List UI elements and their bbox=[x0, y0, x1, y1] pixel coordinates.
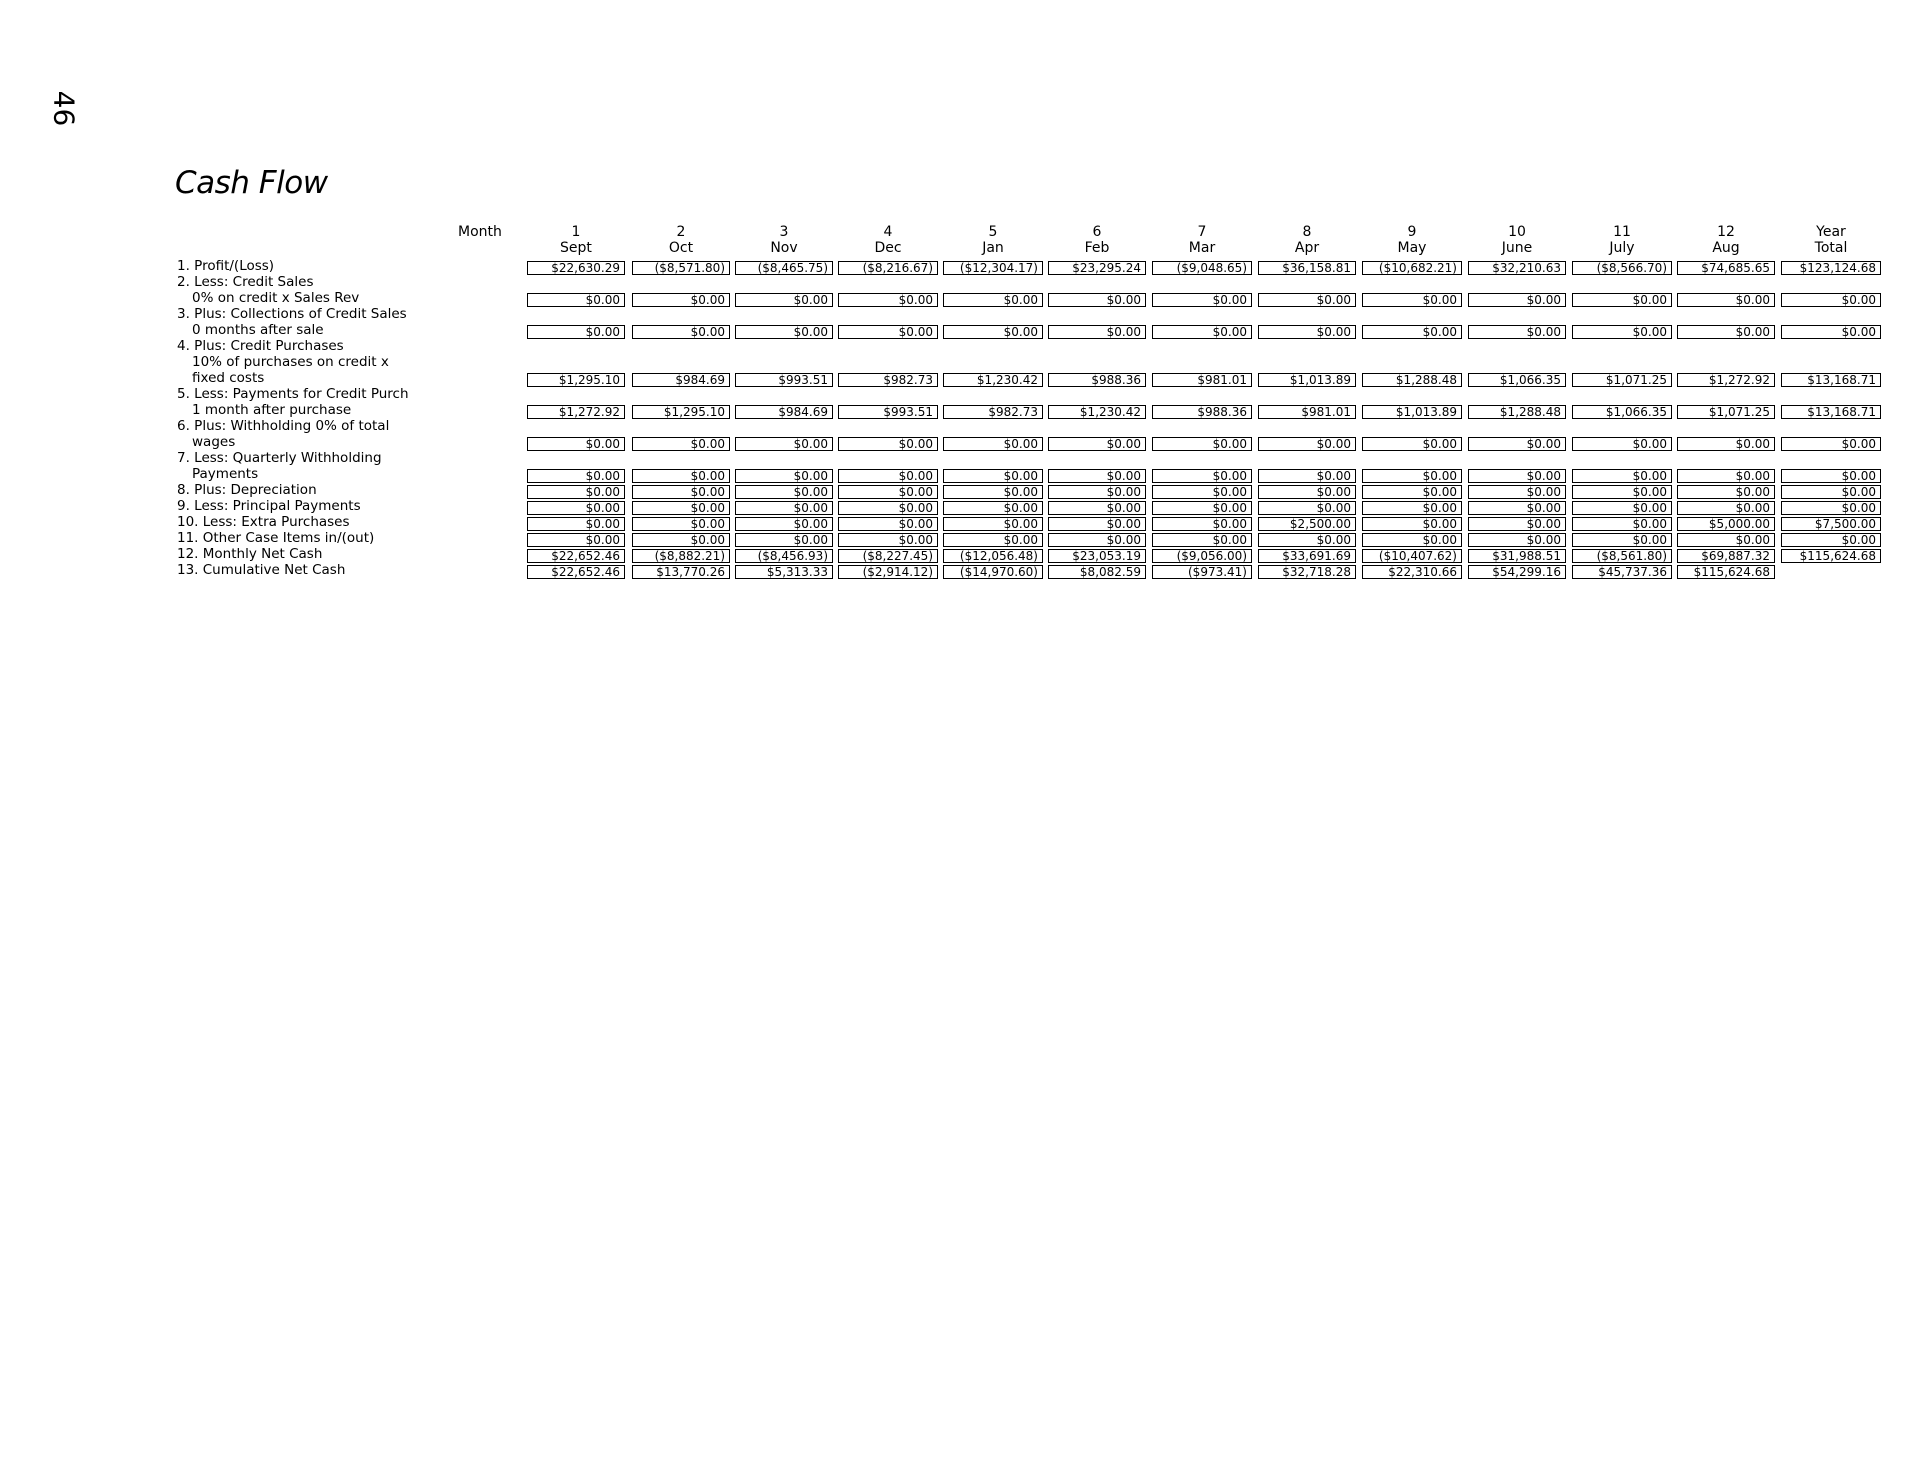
column-header bbox=[1362, 224, 1462, 256]
column-month: Sept bbox=[560, 240, 592, 256]
table-cell: $1,288.48 bbox=[1468, 405, 1566, 419]
table-cell: $993.51 bbox=[735, 373, 833, 387]
row-label: 6. Plus: Withholding 0% of total bbox=[177, 418, 390, 434]
column-number: 7 bbox=[1197, 224, 1207, 240]
table-cell: $0.00 bbox=[943, 501, 1043, 515]
column-header bbox=[1676, 224, 1776, 256]
table-cell: $115,624.68 bbox=[1677, 565, 1775, 579]
table-cell: $5,313.33 bbox=[735, 565, 833, 579]
table-cell: $0.00 bbox=[1677, 437, 1775, 451]
table-cell: $0.00 bbox=[838, 325, 938, 339]
column-header bbox=[1467, 224, 1567, 256]
table-cell: $0.00 bbox=[1468, 437, 1566, 451]
table-cell: $0.00 bbox=[1048, 485, 1146, 499]
table-cell: $1,230.42 bbox=[1048, 405, 1146, 419]
table-cell: $1,230.42 bbox=[943, 373, 1043, 387]
row-label: 10. Less: Extra Purchases bbox=[177, 514, 350, 530]
table-cell: $0.00 bbox=[1781, 501, 1881, 515]
table-cell: $0.00 bbox=[527, 501, 625, 515]
table-cell: $0.00 bbox=[1362, 437, 1462, 451]
table-cell: $74,685.65 bbox=[1677, 261, 1775, 275]
table-cell: $1,071.25 bbox=[1677, 405, 1775, 419]
table-cell: $1,272.92 bbox=[527, 405, 625, 419]
table-cell: $0.00 bbox=[1572, 485, 1672, 499]
table-cell: $0.00 bbox=[1362, 517, 1462, 531]
table-cell: $0.00 bbox=[838, 517, 938, 531]
column-month: Mar bbox=[1188, 240, 1216, 256]
table-cell: $0.00 bbox=[527, 325, 625, 339]
table-cell: $23,295.24 bbox=[1048, 261, 1146, 275]
table-cell: $0.00 bbox=[735, 437, 833, 451]
table-cell: $0.00 bbox=[1572, 469, 1672, 483]
row-label: 9. Less: Principal Payments bbox=[177, 498, 361, 514]
row-label: 13. Cumulative Net Cash bbox=[177, 562, 346, 578]
table-cell: $0.00 bbox=[735, 293, 833, 307]
table-cell: $981.01 bbox=[1152, 373, 1252, 387]
table-cell: $0.00 bbox=[1572, 517, 1672, 531]
table-cell: $22,630.29 bbox=[527, 261, 625, 275]
table-cell: $0.00 bbox=[1362, 293, 1462, 307]
column-month: Total bbox=[1814, 240, 1848, 256]
table-cell: $0.00 bbox=[1362, 469, 1462, 483]
table-cell: $22,652.46 bbox=[527, 549, 625, 563]
table-cell: $0.00 bbox=[1781, 437, 1881, 451]
table-cell: $0.00 bbox=[1048, 437, 1146, 451]
row-label: 1 month after purchase bbox=[192, 402, 352, 418]
column-month: Jan bbox=[982, 240, 1004, 256]
table-cell: $1,295.10 bbox=[527, 373, 625, 387]
table-cell: $0.00 bbox=[1572, 325, 1672, 339]
table-cell: $981.01 bbox=[1258, 405, 1356, 419]
table-cell: $22,652.46 bbox=[527, 565, 625, 579]
table-cell: $0.00 bbox=[527, 437, 625, 451]
table-cell: $1,066.35 bbox=[1468, 373, 1566, 387]
table-cell: $0.00 bbox=[632, 517, 730, 531]
table-cell: $984.69 bbox=[735, 405, 833, 419]
column-number: 10 bbox=[1508, 224, 1526, 240]
table-cell: $0.00 bbox=[735, 325, 833, 339]
table-cell: $0.00 bbox=[1048, 293, 1146, 307]
table-cell: $0.00 bbox=[1258, 293, 1356, 307]
row-label: 11. Other Case Items in/(out) bbox=[177, 530, 375, 546]
table-cell: ($8,561.80) bbox=[1572, 549, 1672, 563]
table-cell: $0.00 bbox=[1258, 325, 1356, 339]
table-cell: $0.00 bbox=[1152, 501, 1252, 515]
table-cell: $5,000.00 bbox=[1677, 517, 1775, 531]
table-cell: ($8,882.21) bbox=[632, 549, 730, 563]
table-cell: $1,013.89 bbox=[1362, 405, 1462, 419]
table-cell: $0.00 bbox=[632, 533, 730, 547]
table-cell: $0.00 bbox=[1258, 469, 1356, 483]
table-cell: $13,770.26 bbox=[632, 565, 730, 579]
table-cell: $0.00 bbox=[632, 293, 730, 307]
table-cell: $23,053.19 bbox=[1048, 549, 1146, 563]
column-month: July bbox=[1609, 240, 1635, 256]
table-cell: $0.00 bbox=[1258, 533, 1356, 547]
table-cell: $0.00 bbox=[1048, 469, 1146, 483]
table-cell: $0.00 bbox=[527, 485, 625, 499]
table-cell: $0.00 bbox=[1362, 501, 1462, 515]
column-month: Oct bbox=[668, 240, 694, 256]
table-cell: $1,288.48 bbox=[1362, 373, 1462, 387]
table-cell: $7,500.00 bbox=[1781, 517, 1881, 531]
table-cell: $0.00 bbox=[632, 325, 730, 339]
table-cell: $0.00 bbox=[1152, 533, 1252, 547]
table-cell: $0.00 bbox=[1468, 325, 1566, 339]
table-cell: $988.36 bbox=[1152, 405, 1252, 419]
table-cell: $8,082.59 bbox=[1048, 565, 1146, 579]
column-month: Dec bbox=[874, 240, 902, 256]
table-cell: ($8,216.67) bbox=[838, 261, 938, 275]
table-cell: $0.00 bbox=[1572, 437, 1672, 451]
table-cell: $0.00 bbox=[735, 469, 833, 483]
table-cell: $32,718.28 bbox=[1258, 565, 1356, 579]
column-number: 8 bbox=[1302, 224, 1312, 240]
table-cell: $0.00 bbox=[1152, 469, 1252, 483]
column-header bbox=[1152, 224, 1252, 256]
table-cell: $69,887.32 bbox=[1677, 549, 1775, 563]
table-cell: $0.00 bbox=[1152, 485, 1252, 499]
row-label: 8. Plus: Depreciation bbox=[177, 482, 317, 498]
table-cell: $0.00 bbox=[1677, 293, 1775, 307]
column-month: Feb bbox=[1084, 240, 1110, 256]
table-cell: $0.00 bbox=[1781, 533, 1881, 547]
column-number: 9 bbox=[1407, 224, 1417, 240]
column-number: 11 bbox=[1613, 224, 1631, 240]
table-cell: $1,066.35 bbox=[1572, 405, 1672, 419]
row-label: 3. Plus: Collections of Credit Sales bbox=[177, 306, 407, 322]
table-cell: $0.00 bbox=[943, 469, 1043, 483]
table-cell: $45,737.36 bbox=[1572, 565, 1672, 579]
column-header bbox=[1047, 224, 1147, 256]
table-cell: $0.00 bbox=[1468, 533, 1566, 547]
row-label: Payments bbox=[192, 466, 259, 482]
table-cell: $0.00 bbox=[1572, 533, 1672, 547]
table-cell: $0.00 bbox=[1048, 517, 1146, 531]
table-cell: ($9,056.00) bbox=[1152, 549, 1252, 563]
table-cell: $33,691.69 bbox=[1258, 549, 1356, 563]
table-cell: $32,210.63 bbox=[1468, 261, 1566, 275]
table-cell: $123,124.68 bbox=[1781, 261, 1881, 275]
row-label: 7. Less: Quarterly Withholding bbox=[177, 450, 382, 466]
table-cell: $0.00 bbox=[735, 533, 833, 547]
table-cell: $0.00 bbox=[1468, 517, 1566, 531]
table-cell: ($8,465.75) bbox=[735, 261, 833, 275]
table-cell: $988.36 bbox=[1048, 373, 1146, 387]
table-cell: $0.00 bbox=[735, 485, 833, 499]
table-cell: $0.00 bbox=[943, 325, 1043, 339]
table-cell: $0.00 bbox=[527, 469, 625, 483]
column-number: Year bbox=[1816, 224, 1846, 240]
column-number: 6 bbox=[1092, 224, 1102, 240]
column-month: June bbox=[1501, 240, 1533, 256]
table-cell: ($8,571.80) bbox=[632, 261, 730, 275]
row-label: 5. Less: Payments for Credit Purch bbox=[177, 386, 409, 402]
row-label: wages bbox=[192, 434, 236, 450]
table-cell: $0.00 bbox=[1362, 485, 1462, 499]
table-cell: ($14,970.60) bbox=[943, 565, 1043, 579]
row-label: 0 months after sale bbox=[192, 322, 324, 338]
table-cell: $0.00 bbox=[527, 533, 625, 547]
table-cell: $0.00 bbox=[1677, 533, 1775, 547]
table-cell: $0.00 bbox=[1258, 437, 1356, 451]
column-header bbox=[943, 224, 1043, 256]
table-cell: $1,071.25 bbox=[1572, 373, 1672, 387]
table-cell: $1,295.10 bbox=[632, 405, 730, 419]
column-month: Nov bbox=[770, 240, 798, 256]
row-label: 12. Monthly Net Cash bbox=[177, 546, 323, 562]
table-cell: $0.00 bbox=[1572, 293, 1672, 307]
table-cell: $984.69 bbox=[632, 373, 730, 387]
table-cell: $0.00 bbox=[943, 533, 1043, 547]
table-cell: $0.00 bbox=[1468, 501, 1566, 515]
column-header bbox=[1572, 224, 1672, 256]
table-cell: $13,168.71 bbox=[1781, 405, 1881, 419]
month-label: Month bbox=[458, 224, 502, 240]
table-cell: $0.00 bbox=[735, 501, 833, 515]
table-cell: $0.00 bbox=[838, 501, 938, 515]
table-cell: $0.00 bbox=[1677, 485, 1775, 499]
table-cell: $0.00 bbox=[1362, 533, 1462, 547]
table-cell: $0.00 bbox=[1048, 533, 1146, 547]
table-cell: $0.00 bbox=[1468, 485, 1566, 499]
column-number: 3 bbox=[779, 224, 789, 240]
table-cell: $0.00 bbox=[1781, 325, 1881, 339]
row-label: 4. Plus: Credit Purchases bbox=[177, 338, 344, 354]
column-header bbox=[1257, 224, 1357, 256]
table-cell: $0.00 bbox=[838, 485, 938, 499]
table-cell: $0.00 bbox=[1677, 469, 1775, 483]
table-cell: $0.00 bbox=[943, 437, 1043, 451]
column-header bbox=[526, 224, 626, 256]
table-cell: ($10,407.62) bbox=[1362, 549, 1462, 563]
table-cell: $0.00 bbox=[735, 517, 833, 531]
table-cell: $0.00 bbox=[1677, 501, 1775, 515]
table-cell: $0.00 bbox=[943, 517, 1043, 531]
table-cell: $0.00 bbox=[632, 485, 730, 499]
table-cell: $993.51 bbox=[838, 405, 938, 419]
page-number: 46 bbox=[47, 90, 81, 127]
table-cell: $0.00 bbox=[1152, 517, 1252, 531]
table-cell: $0.00 bbox=[632, 469, 730, 483]
table-cell: $0.00 bbox=[1152, 437, 1252, 451]
table-cell: $0.00 bbox=[1258, 501, 1356, 515]
table-cell: $0.00 bbox=[1781, 469, 1881, 483]
table-cell: $0.00 bbox=[1048, 325, 1146, 339]
table-cell: ($8,227.45) bbox=[838, 549, 938, 563]
column-header bbox=[838, 224, 938, 256]
table-cell: $0.00 bbox=[943, 293, 1043, 307]
table-cell: $0.00 bbox=[838, 437, 938, 451]
row-label: fixed costs bbox=[192, 370, 265, 386]
column-number: 4 bbox=[883, 224, 893, 240]
table-cell: $0.00 bbox=[838, 469, 938, 483]
table-cell: $31,988.51 bbox=[1468, 549, 1566, 563]
table-cell: $0.00 bbox=[527, 517, 625, 531]
table-cell: $1,272.92 bbox=[1677, 373, 1775, 387]
table-cell: $982.73 bbox=[943, 405, 1043, 419]
table-cell: $0.00 bbox=[1468, 469, 1566, 483]
table-cell: ($2,914.12) bbox=[838, 565, 938, 579]
table-cell: $36,158.81 bbox=[1258, 261, 1356, 275]
table-cell: $13,168.71 bbox=[1781, 373, 1881, 387]
table-cell: $0.00 bbox=[1048, 501, 1146, 515]
column-header bbox=[1781, 224, 1881, 256]
row-label: 0% on credit x Sales Rev bbox=[192, 290, 360, 306]
table-cell: ($8,456.93) bbox=[735, 549, 833, 563]
table-cell: ($12,304.17) bbox=[943, 261, 1043, 275]
table-cell: $0.00 bbox=[838, 533, 938, 547]
column-number: 2 bbox=[676, 224, 686, 240]
table-cell: $0.00 bbox=[1781, 485, 1881, 499]
table-cell: $0.00 bbox=[632, 501, 730, 515]
column-number: 12 bbox=[1717, 224, 1735, 240]
row-label: 10% of purchases on credit x bbox=[192, 354, 389, 370]
column-month: Apr bbox=[1294, 240, 1320, 256]
column-number: 1 bbox=[571, 224, 581, 240]
column-number: 5 bbox=[988, 224, 998, 240]
column-header bbox=[631, 224, 731, 256]
column-month: Aug bbox=[1712, 240, 1740, 256]
table-cell: ($10,682.21) bbox=[1362, 261, 1462, 275]
row-label: 1. Profit/(Loss) bbox=[177, 258, 275, 274]
page-title: Cash Flow bbox=[175, 165, 328, 201]
table-cell: $0.00 bbox=[1152, 293, 1252, 307]
table-cell: $1,013.89 bbox=[1258, 373, 1356, 387]
column-month: May bbox=[1397, 240, 1427, 256]
table-cell: $0.00 bbox=[1677, 325, 1775, 339]
table-cell: $0.00 bbox=[943, 485, 1043, 499]
table-cell: $982.73 bbox=[838, 373, 938, 387]
table-cell: $0.00 bbox=[632, 437, 730, 451]
table-cell: $0.00 bbox=[1152, 325, 1252, 339]
table-cell: ($973.41) bbox=[1152, 565, 1252, 579]
table-cell: $0.00 bbox=[1468, 293, 1566, 307]
table-cell: $0.00 bbox=[1362, 325, 1462, 339]
table-cell: $0.00 bbox=[527, 293, 625, 307]
table-cell: $0.00 bbox=[1781, 293, 1881, 307]
table-cell: $22,310.66 bbox=[1362, 565, 1462, 579]
table-cell: $54,299.16 bbox=[1468, 565, 1566, 579]
table-cell: ($8,566.70) bbox=[1572, 261, 1672, 275]
column-header bbox=[734, 224, 834, 256]
table-cell: $0.00 bbox=[1258, 485, 1356, 499]
table-cell: $0.00 bbox=[1572, 501, 1672, 515]
table-cell: $0.00 bbox=[838, 293, 938, 307]
table-cell: $115,624.68 bbox=[1781, 549, 1881, 563]
row-label: 2. Less: Credit Sales bbox=[177, 274, 314, 290]
table-cell: ($9,048.65) bbox=[1152, 261, 1252, 275]
table-cell: ($12,056.48) bbox=[943, 549, 1043, 563]
table-cell: $2,500.00 bbox=[1258, 517, 1356, 531]
